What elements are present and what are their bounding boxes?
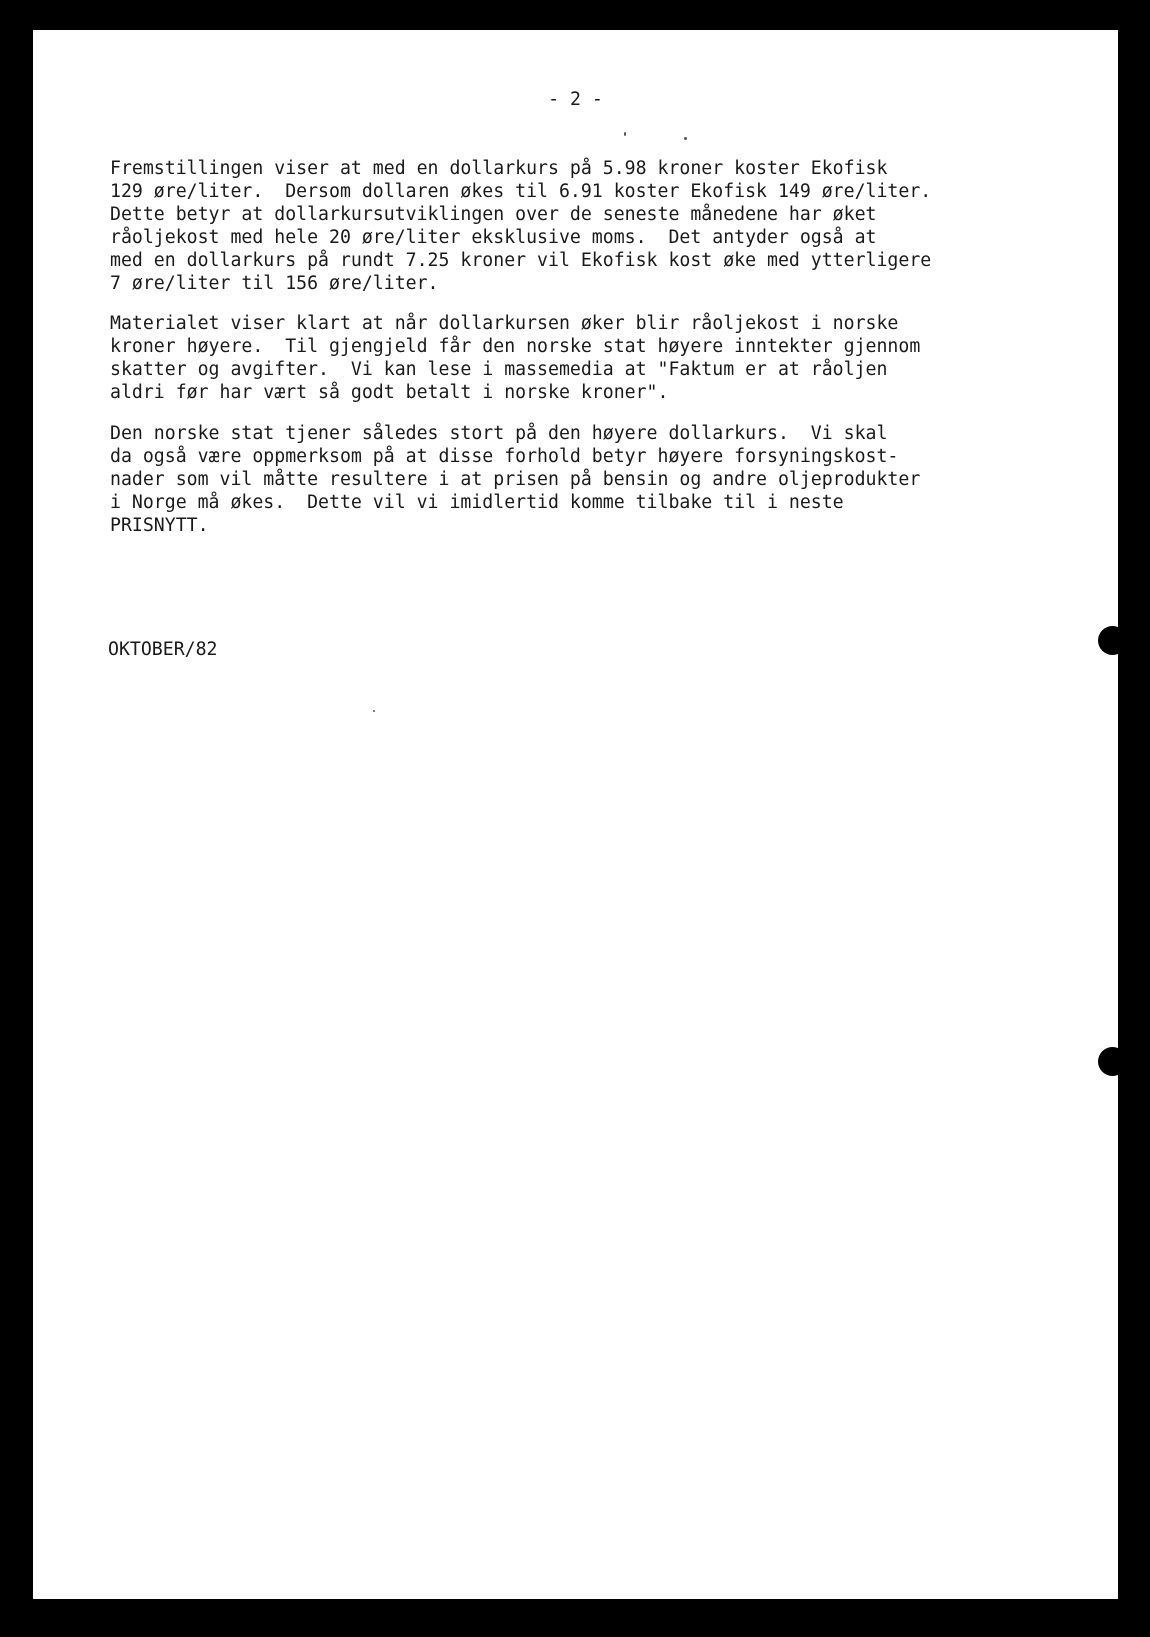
- text-line: Materialet viser klart at når dollarkursen øker blir råoljekost i norske: [110, 313, 899, 334]
- text-line: råoljekost med hele 20 øre/liter eksklusive moms. Det antyder også at: [110, 227, 877, 248]
- text-line: med en dollarkurs på rundt 7.25 kroner vil Ekofisk kost øke med ytterligere: [110, 250, 932, 271]
- punch-hole-top: [1098, 626, 1127, 655]
- scan-speck: [373, 710, 375, 712]
- text-line: 129 øre/liter. Dersom dollaren økes til 6.91 koster Ekofisk 149 øre/liter.: [110, 181, 932, 202]
- scan-speck: [684, 137, 687, 140]
- document-page: [33, 30, 1118, 1599]
- scan-speck: [624, 132, 626, 136]
- text-line: i Norge må økes. Dette vil vi imidlertid komme tilbake til i neste: [110, 492, 844, 513]
- date-line: OKTOBER/82: [108, 639, 218, 660]
- text-line: skatter og avgifter. Vi kan lese i massemedia at "Faktum er at råoljen: [110, 359, 888, 380]
- text-line: PRISNYTT.: [110, 515, 209, 536]
- text-line: 7 øre/liter til 156 øre/liter.: [110, 273, 439, 294]
- paragraph-state-revenue: [110, 312, 920, 404]
- text-line: da også være oppmerksom på at disse forhold betyr høyere forsyningskost-: [110, 446, 899, 467]
- text-line: nader som vil måtte resultere i at prisen på bensin og andre oljeprodukter: [110, 469, 921, 490]
- paragraph-exchange-rate: [110, 157, 931, 295]
- page-number: - 2 -: [548, 89, 603, 110]
- paragraph-supply-costs: [110, 422, 920, 537]
- text-line: kroner høyere. Til gjengjeld får den norske stat høyere inntekter gjennom: [110, 336, 921, 357]
- text-line: aldri før har vært så godt betalt i norske kroner".: [110, 382, 669, 403]
- text-line: Fremstillingen viser at med en dollarkurs på 5.98 kroner koster Ekofisk: [110, 158, 888, 179]
- text-line: Dette betyr at dollarkursutviklingen over de seneste månedene har øket: [110, 204, 877, 225]
- punch-hole-bottom: [1098, 1047, 1127, 1076]
- text-line: Den norske stat tjener således stort på den høyere dollarkurs. Vi skal: [110, 423, 888, 444]
